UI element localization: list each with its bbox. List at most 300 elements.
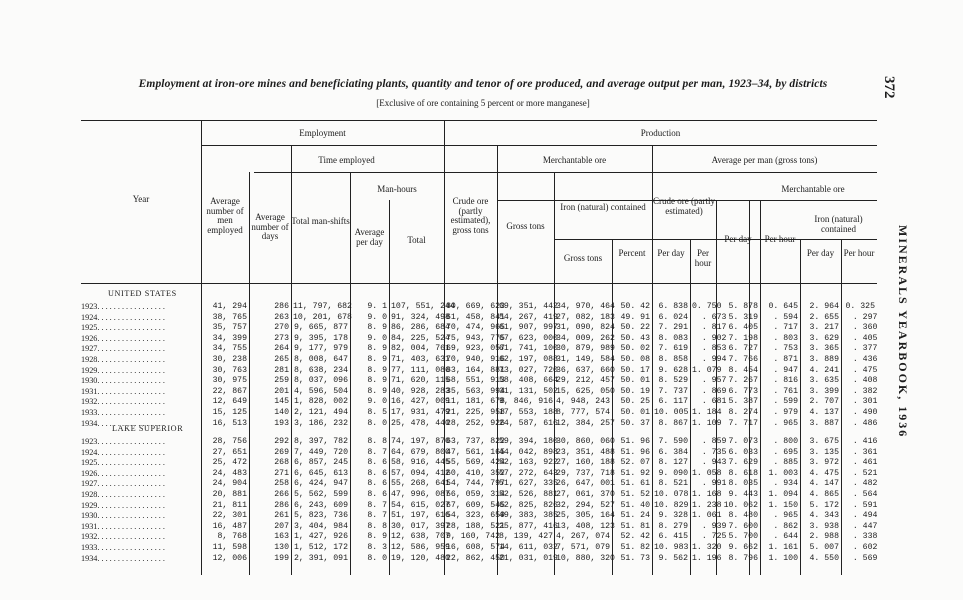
data-column [391, 437, 450, 564]
table-cell: 25, 472 [212, 458, 247, 468]
table-cell: 6, 645, 613 [293, 468, 348, 478]
data-column [614, 437, 650, 564]
table-cell: . 521 [843, 468, 878, 478]
table-cell: 8. 9 [367, 532, 387, 542]
table-cell: 21, 225, 958 [446, 407, 505, 417]
table-cell: 3. 887 [809, 418, 839, 428]
table-cell: 8. 035 [728, 479, 758, 489]
table-cell: . 816 [763, 376, 798, 386]
data-column [251, 302, 289, 429]
data-column [654, 302, 688, 429]
table-cell: . 475 [843, 365, 878, 375]
table-cell: 27, 082, 183 [556, 312, 615, 322]
data-column [446, 437, 505, 564]
table-cell: 24, 483 [212, 468, 247, 478]
table-cell: 1. 161 [768, 542, 798, 552]
table-cell: 1. 094 [768, 489, 798, 499]
table-cell: 8. 6 [367, 458, 387, 468]
data-column [203, 437, 247, 564]
table-cell: 8, 638, 234 [293, 365, 348, 375]
table-cell: 49, 383, 385 [499, 511, 558, 521]
table-cell: 1. 058 [692, 468, 722, 478]
table-cell: 75, 943, 775 [446, 333, 505, 343]
table-cell: . 862 [763, 521, 798, 531]
table-cell: . 644 [763, 532, 798, 542]
table-cell: 9. 443 [728, 489, 758, 499]
table-cell: . 301 [843, 397, 878, 407]
data-column [802, 437, 839, 564]
table-cell: 64, 679, 800 [391, 447, 450, 457]
table-cell: 7, 571, 079 [556, 542, 611, 552]
table-cell: 3. 217 [809, 323, 839, 333]
table-cell: 8. 7 [367, 511, 387, 521]
table-cell: 259 [274, 376, 289, 386]
table-cell: 6. 405 [728, 323, 758, 333]
header-per-hour-3: Per hour [843, 248, 875, 258]
table-cell: . 817 [692, 323, 727, 333]
table-cell: 74, 197, 870 [391, 437, 450, 446]
table-cell: 4, 948, 243 [556, 397, 611, 407]
table-cell: . 979 [763, 407, 798, 417]
table-cell: 34, 755 [212, 344, 247, 354]
data-column [692, 437, 727, 564]
table-cell: . 297 [843, 312, 878, 322]
table-cell: . 569 [843, 553, 878, 563]
table-cell: 3. 135 [809, 447, 839, 457]
table-cell: 8. 858 [658, 354, 688, 364]
year-label: 1932. . . . . . . . . . . . . . . . . [81, 532, 165, 542]
table-cell: 4. 343 [809, 511, 839, 521]
table-cell: 21, 031, 019 [499, 553, 558, 563]
table-cell: . 564 [843, 489, 878, 499]
year-label: 1928. . . . . . . . . . . . . . . . . [81, 354, 165, 364]
data-column [293, 437, 348, 564]
table-cell: 1. 061 [692, 511, 722, 521]
table-cell: 8. 9 [367, 354, 387, 364]
table-cell: 9. 0 [367, 333, 387, 343]
col-rule-3 [291, 145, 292, 575]
data-column [843, 437, 878, 564]
table-cell: 8. 127 [658, 458, 688, 468]
table-cell: . 361 [843, 447, 878, 457]
table-cell: . 885 [763, 458, 798, 468]
table-cell: 6. 415 [658, 532, 688, 542]
table-cell: . 965 [763, 418, 798, 428]
table-cell: . 416 [843, 437, 878, 446]
table-cell: 83, 164, 881 [446, 365, 505, 375]
table-cell: 8. 9 [367, 323, 387, 333]
table-cell: 5. 007 [809, 542, 839, 552]
table-cell: . 965 [763, 511, 798, 521]
table-cell: . 753 [763, 344, 798, 354]
table-cell: 1. 320 [692, 542, 722, 552]
table-cell: 9, 846, 916 [499, 397, 554, 407]
table-cell: . 408 [843, 376, 878, 386]
table-cell: 9, 665, 877 [293, 323, 348, 333]
table-cell: 35, 757 [212, 323, 247, 333]
table-cell: 4. 550 [809, 553, 839, 563]
table-cell: 7. 291 [658, 323, 688, 333]
table-cell: 22, 862, 450 [446, 553, 505, 563]
header-employment: Employment [299, 128, 346, 138]
table-cell: 16, 608, 574 [446, 542, 505, 552]
header-total: Total [407, 235, 426, 245]
table-cell: 7. 590 [658, 437, 688, 446]
year-label: 1926. . . . . . . . . . . . . . . . . [81, 468, 165, 478]
table-cell: 3. 675 [809, 437, 839, 446]
table-cell: 10. 005 [654, 407, 689, 417]
header-production: Production [640, 128, 681, 138]
table-cell: 21, 811 [212, 500, 247, 510]
table-cell: 263 [274, 312, 289, 322]
table-cell: 24, 587, 616 [499, 418, 558, 428]
table-cell: 264 [274, 344, 289, 354]
table-cell: 5. 172 [809, 500, 839, 510]
table-cell: 30, 975 [212, 376, 247, 386]
table-cell: 7. 737 [658, 386, 688, 396]
table-cell: 27, 651 [212, 447, 247, 457]
table-cell: 58, 408, 664 [499, 376, 558, 386]
table-cell: 69, 923, 057 [446, 344, 505, 354]
data-column [762, 437, 798, 564]
table-cell: 10. 078 [654, 489, 689, 499]
table-cell: 25, 305, 164 [556, 511, 615, 521]
year-label: 1931. . . . . . . . . . . . . . . . . [81, 521, 165, 531]
table-cell: 7. 619 [658, 344, 688, 354]
table-cell: 52. 07 [620, 458, 650, 468]
header-rule-2 [201, 145, 877, 146]
table-cell: 51. 96 [620, 447, 650, 457]
year-label: 1928. . . . . . . . . . . . . . . . . [81, 489, 165, 499]
year-column [81, 302, 201, 429]
table-cell: 8. 9 [367, 344, 387, 354]
table-cell: 54, 267, 419 [499, 312, 558, 322]
table-cell: 52, 526, 881 [499, 489, 558, 499]
table-cell: 38, 765 [212, 312, 247, 322]
table-cell: 61, 741, 100 [499, 344, 558, 354]
table-cell: 50. 42 [620, 302, 650, 311]
table-cell: 13, 408, 123 [556, 521, 615, 531]
table-cell: 7. 073 [728, 437, 758, 446]
table-cell: 1, 512, 172 [293, 542, 348, 552]
table-cell: 3, 404, 984 [293, 521, 348, 531]
table-cell: 12, 586, 959 [391, 542, 450, 552]
table-cell: 4. 475 [809, 468, 839, 478]
table-cell: 17, 931, 479 [391, 407, 450, 417]
table-cell: 10. 062 [723, 500, 758, 510]
table-cell: 86, 286, 684 [391, 323, 450, 333]
table-cell: 67, 609, 545 [446, 500, 505, 510]
table-cell: 3. 629 [809, 333, 839, 343]
table-cell: . 939 [692, 521, 727, 531]
table-cell: 50. 43 [620, 333, 650, 343]
table-cell: . 490 [843, 407, 878, 417]
table-cell: 11, 598 [212, 542, 247, 552]
table-cell: . 360 [843, 323, 878, 333]
header-avg-men: Average number of men employed [206, 196, 244, 235]
table-cell: 271 [274, 468, 289, 478]
table-cell: 8. 529 [658, 376, 688, 386]
table-cell: . 591 [843, 500, 878, 510]
table-cell: 8. 9 [367, 376, 387, 386]
year-label: 1926. . . . . . . . . . . . . . . . . [81, 333, 165, 343]
table-cell: 28, 756 [212, 437, 247, 446]
year-label: 1923. . . . . . . . . . . . . . . . . [81, 302, 165, 311]
table-cell: 4, 267, 074 [556, 532, 611, 542]
table-cell: 28, 188, 521 [446, 521, 505, 531]
table-cell: 268 [274, 458, 289, 468]
table-cell: 8, 008, 647 [293, 354, 348, 364]
table-cell: 3. 889 [809, 354, 839, 364]
table-cell: 71, 403, 631 [391, 354, 450, 364]
table-cell: . 800 [763, 437, 798, 446]
table-cell: . 673 [692, 312, 727, 322]
table-cell: 4. 241 [809, 365, 839, 375]
table-cell: 8. 9 [367, 386, 387, 396]
year-label: 1927. . . . . . . . . . . . . . . . . [81, 479, 165, 489]
table-cell: 31, 131, 502 [499, 386, 558, 396]
table-cell: 9. 662 [728, 542, 758, 552]
table-cell: 30, 238 [212, 354, 247, 364]
table-cell: 30, 763 [212, 365, 247, 375]
table-cell: 31, 090, 824 [556, 323, 615, 333]
data-column [391, 302, 455, 429]
data-column [718, 302, 758, 429]
header-year: Year [132, 194, 150, 204]
table-cell: 8, 768 [217, 532, 247, 542]
table-cell: 34, 399 [212, 333, 247, 343]
running-head: MINERALS YEARBOOK, 1936 [896, 225, 910, 439]
table-cell: . 957 [692, 376, 727, 386]
table-cell: 7. 766 [728, 354, 758, 364]
table-cell: 0. 750 [692, 302, 722, 311]
table-cell: 7. 267 [728, 376, 758, 386]
table-cell: . 717 [763, 323, 798, 333]
table-cell: 26, 647, 001 [556, 479, 615, 489]
table-cell: 281 [274, 365, 289, 375]
table-cell: 8. 279 [658, 521, 688, 531]
table-cell: 3. 635 [809, 376, 839, 386]
data-column [614, 302, 650, 429]
year-label: 1930. . . . . . . . . . . . . . . . . [81, 376, 165, 386]
table-cell: 8. 521 [658, 479, 688, 489]
table-cell: 8. 0 [367, 553, 387, 563]
data-column [499, 302, 558, 429]
table-cell: 10, 880, 320 [556, 553, 615, 563]
table-cell: 163 [274, 532, 289, 542]
table-cell: 2. 964 [809, 302, 839, 311]
header-crude-ore-partly: Crude ore (partly estimated) [653, 196, 715, 216]
table-cell: 41, 294 [212, 302, 247, 311]
table-cell: 57, 272, 643 [499, 468, 558, 478]
header-per-day-3: Per day [806, 248, 835, 258]
table-cell: . 447 [843, 521, 878, 531]
table-cell: 7. 629 [728, 458, 758, 468]
table-cell: 59, 394, 180 [499, 437, 558, 446]
table-cell: 3. 399 [809, 386, 839, 396]
header-iron-contained-2: Iron (natural) contained [814, 214, 863, 234]
table-cell: 49. 91 [620, 312, 650, 322]
header-crude-ore-gross: Crude ore (partly estimated), gross tons [450, 196, 491, 235]
table-cell: 50. 25 [620, 397, 650, 407]
table-cell: 50. 22 [620, 323, 650, 333]
table-cell: 9. 562 [658, 553, 688, 563]
year-label: 1924. . . . . . . . . . . . . . . . . [81, 312, 165, 322]
table-cell: 2. 655 [809, 312, 839, 322]
table-cell: 8, 777, 574 [556, 407, 611, 417]
table-cell: 9, 160, 742 [446, 532, 501, 542]
table-cell: 1. 238 [692, 500, 722, 510]
table-cell: 273 [274, 333, 289, 343]
table-cell: . 461 [843, 458, 878, 468]
table-cell: 12, 384, 257 [556, 418, 615, 428]
year-label: 1934. . . . . . . . . . . . . . . . . [81, 418, 165, 428]
table-cell: 5, 823, 736 [293, 511, 348, 521]
table-cell: 8. 796 [728, 553, 758, 563]
table-cell: 30, 879, 989 [556, 344, 615, 354]
table-cell: 11, 181, 678 [446, 397, 505, 407]
header-avg-per-man: Average per man (gross tons) [711, 155, 818, 165]
table-cell: 5. 387 [728, 397, 758, 407]
table-cell: 1, 427, 926 [293, 532, 348, 542]
table-cell: 61, 907, 997 [499, 323, 558, 333]
table-cell: 1. 196 [692, 553, 722, 563]
table-cell: 50. 01 [620, 407, 650, 417]
table-cell: . 602 [843, 542, 878, 552]
table-cell: . 991 [692, 479, 727, 489]
data-column [802, 302, 839, 429]
table-cell: 11, 797, 682 [293, 302, 352, 311]
table-cell: 51. 96 [620, 437, 650, 446]
year-label: 1931. . . . . . . . . . . . . . . . . [81, 386, 165, 396]
table-cell: 32, 294, 527 [556, 500, 615, 510]
table-cell: 261 [274, 511, 289, 521]
col-rule-11 [690, 239, 691, 575]
table-cell: 8, 037, 096 [293, 376, 348, 386]
table-cell: 8, 397, 782 [293, 437, 348, 446]
table-cell: 34, 009, 262 [556, 333, 615, 343]
header-avg-days: Average number of days [251, 212, 289, 241]
table-cell: . 994 [692, 354, 727, 364]
table-cell: 8. 454 [728, 365, 758, 375]
header-per-day-1: Per day [657, 248, 685, 258]
table-cell: 16, 513 [212, 418, 247, 428]
table-cell: 3. 938 [809, 521, 839, 531]
header-per-day-2: Per day [724, 234, 752, 244]
table-cell: 23, 351, 488 [556, 447, 615, 457]
table-cell: 8. 3 [367, 542, 387, 552]
table-cell: 31, 149, 584 [556, 354, 615, 364]
table-cell: 16, 427, 009 [391, 397, 450, 407]
data-column [352, 437, 387, 564]
page-number: 372 [881, 76, 897, 99]
data-column [293, 302, 352, 429]
table-cell: 0. 325 [845, 302, 875, 311]
table-cell: 51. 52 [620, 489, 650, 499]
table-cell: 8. 7 [367, 447, 387, 457]
col-rule-14 [841, 239, 842, 575]
table-cell: . 761 [763, 386, 798, 396]
table-cell: 54, 323, 659 [446, 511, 505, 521]
table-cell: 25, 478, 440 [391, 418, 450, 428]
table-cell: 7. 198 [728, 333, 758, 343]
table-cell: 9. 090 [658, 468, 688, 478]
table-cell: 67, 623, 000 [499, 333, 558, 343]
table-cell: 1. 150 [768, 500, 798, 510]
table-cell: 9, 395, 178 [293, 333, 348, 343]
table-cell: 265 [274, 354, 289, 364]
data-column [251, 437, 289, 564]
data-column [446, 302, 505, 429]
table-cell: 50. 17 [620, 365, 650, 375]
table-cell: 3, 186, 232 [293, 418, 348, 428]
year-label: 1929. . . . . . . . . . . . . . . . . [81, 365, 165, 375]
table-cell: 6. 773 [728, 386, 758, 396]
year-label: 1923. . . . . . . . . . . . . . . . . [81, 437, 165, 446]
table-cell: 6, 243, 609 [293, 500, 348, 510]
table-cell: 51. 73 [620, 553, 650, 563]
table-cell: 1. 100 [768, 553, 798, 563]
table-cell: 6. 033 [728, 447, 758, 457]
year-label: 1925. . . . . . . . . . . . . . . . . [81, 323, 165, 333]
table-cell: . 436 [843, 354, 878, 364]
table-cell: 6. 838 [658, 302, 688, 311]
table-cell: . 377 [843, 344, 878, 354]
data-column [843, 302, 878, 429]
data-column [556, 437, 615, 564]
table-cell: 193 [274, 418, 289, 428]
table-cell: 8. 7 [367, 500, 387, 510]
table-cell: 8. 6 [367, 489, 387, 499]
table-cell: 40, 928, 283 [391, 386, 450, 396]
header-rule-3 [254, 172, 877, 173]
table-cell: 4. 147 [809, 479, 839, 489]
data-column [654, 437, 688, 564]
table-cell: 1. 079 [692, 365, 722, 375]
year-label: 1934. . . . . . . . . . . . . . . . . [81, 553, 165, 563]
section-heading: UNITED STATES [108, 289, 177, 298]
table-cell: 9, 177, 979 [293, 344, 348, 354]
table-cell: 2, 391, 091 [293, 553, 348, 563]
data-column [762, 302, 798, 429]
table-cell: 25, 877, 416 [499, 521, 558, 531]
table-cell: 54, 615, 027 [391, 500, 450, 510]
table-cell: 6. 024 [658, 312, 688, 322]
header-merchantable-ore-2: Merchantable ore [781, 184, 845, 194]
year-label: 1932. . . . . . . . . . . . . . . . . [81, 397, 165, 407]
table-cell: 51. 40 [620, 500, 650, 510]
table-cell: 29, 737, 718 [556, 468, 615, 478]
section-heading: LAKE SUPERIOR [112, 424, 184, 433]
table-cell: 50. 02 [620, 344, 650, 354]
table-cell: 30, 860, 060 [556, 437, 615, 446]
table-cell: 8. 274 [728, 407, 758, 417]
table-cell: 9. 628 [658, 365, 688, 375]
table-cell: 54, 744, 797 [446, 479, 505, 489]
table-cell: 1, 828, 002 [293, 397, 348, 407]
table-cell: 10. 983 [654, 542, 689, 552]
header-per-hour-2: Per hour [764, 234, 796, 244]
table-cell: 4. 137 [809, 407, 839, 417]
table-cell: 12, 638, 707 [391, 532, 450, 542]
table-cell: 27, 160, 188 [556, 458, 615, 468]
table-cell: 8. 618 [728, 468, 758, 478]
header-gross-tons: Gross tons [506, 221, 545, 231]
table-cell: 60, 410, 352 [446, 468, 505, 478]
table-cell: . 735 [692, 447, 727, 457]
year-label: 1929. . . . . . . . . . . . . . . . . [81, 500, 165, 510]
table-cell: 199 [274, 553, 289, 563]
